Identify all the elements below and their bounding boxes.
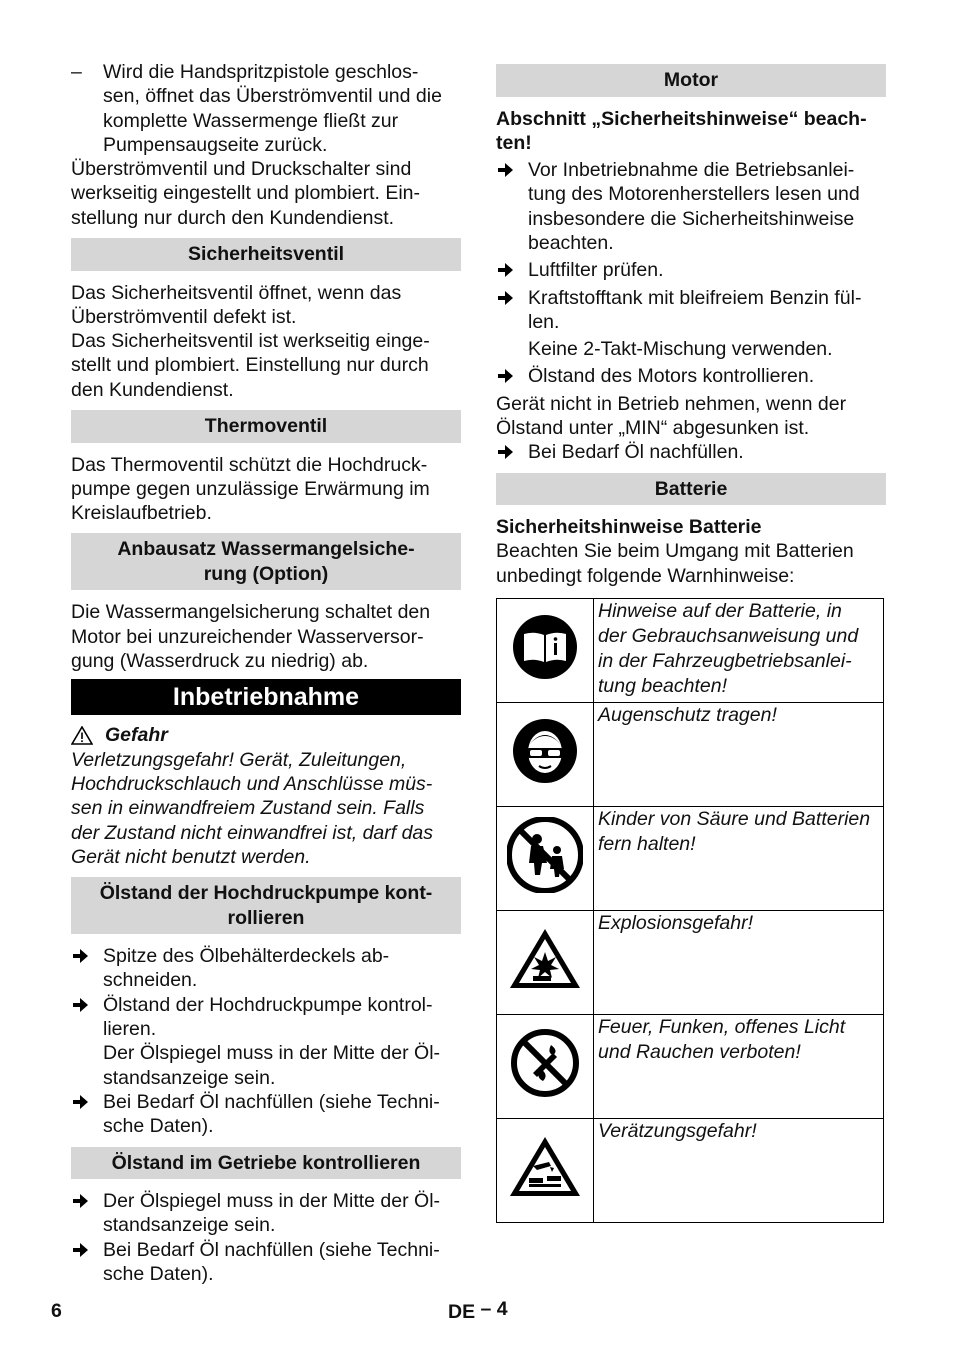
arrow-right-icon <box>71 997 89 1013</box>
list-item-note: Der Ölspiegel muss in der Mitte der Öl- standsanzeige sein. <box>103 1042 441 1089</box>
arrow-right-icon <box>71 948 89 964</box>
table-cell-icon <box>497 1119 594 1223</box>
warning-text: Kinder von Säure und Batterien fern halten! <box>594 807 884 911</box>
table-cell-icon <box>497 807 594 911</box>
danger-paragraph: Verletzungsgefahr! Gerät, Zuleitungen, Hochdruckschlauch und Anschlüsse müs- sen in einwandfreiem Zustand sein. Falls der Zustand nicht einwandfrei ist, darf das Gerät nicht benutzt werden. <box>71 748 434 868</box>
list-item-text: Kraftstofftank mit bleifreiem Benzin fül- len. <box>528 286 862 333</box>
arrow-right-icon <box>71 1193 89 1209</box>
section-heading-motor: Motor <box>496 64 886 97</box>
section-heading-oelstand-hochdruckpumpe: Ölstand der Hochdruckpumpe kont- rollieren <box>71 877 461 934</box>
intro-paragraph: Überströmventil und Druckschalter sind werkseitig eingestellt und plombiert. Ein- stellung nur durch den Kundendienst. <box>71 158 421 229</box>
table-cell-icon <box>497 1015 594 1119</box>
section-heading-sicherheitsventil: Sicherheitsventil <box>71 238 461 271</box>
arrow-right-icon <box>496 290 514 306</box>
list-item <box>496 158 886 255</box>
list-item <box>71 1238 461 1287</box>
list-item <box>71 1090 461 1139</box>
warning-text: Augenschutz tragen! <box>594 703 884 807</box>
list-item-note: Keine 2-Takt-Mischung verwenden. <box>528 338 833 361</box>
danger-heading-label: Gefahr <box>105 724 168 747</box>
sicherheitsventil-paragraph-1: Das Sicherheitsventil öffnet, wenn das Überströmventil defekt ist. <box>71 281 402 328</box>
table-row <box>497 703 884 807</box>
list-item-text: Der Ölspiegel muss in der Mitte der Öl- standsanzeige sein. <box>103 1190 441 1237</box>
arrow-right-icon <box>496 444 514 460</box>
right-column <box>496 64 886 1223</box>
intro-list-item <box>71 60 461 157</box>
table-row <box>497 1119 884 1223</box>
chapter-heading-inbetriebnahme: Inbetriebnahme <box>71 679 461 715</box>
list-item-text: Vor Inbetriebnahme die Betriebsanlei- tung des Motorenherstellers lesen und insbesondere die Sicherheitshinweise beachten. <box>528 159 860 254</box>
thermoventil-paragraph: Das Thermoventil schützt die Hochdruck- pumpe gegen unzulässige Erwärmung im Kreislaufbetrieb. <box>71 453 430 525</box>
arrow-right-icon <box>496 262 514 278</box>
left-column <box>71 60 461 1286</box>
intro-item-text: Wird die Handspritzpistole geschlos- sen, öffnet das Überströmventil und die komplette Wassermenge fließt zur Pumpensaugseite zurück. <box>103 61 442 156</box>
page-number: 6 <box>51 1300 62 1322</box>
corrosive-hazard-icon <box>507 1134 583 1200</box>
warning-text: Feuer, Funken, offenes Licht und Rauchen verboten! <box>594 1015 884 1119</box>
table-cell-icon <box>497 703 594 807</box>
list-item-text: Spitze des Ölbehälterdeckels ab- schneiden. <box>103 945 390 992</box>
manual-book-icon <box>512 614 578 680</box>
dash-bullet: – <box>71 61 82 83</box>
list-item <box>71 944 461 993</box>
section-code: DE <box>448 1301 476 1323</box>
arrow-right-icon <box>496 368 514 384</box>
arrow-right-icon <box>496 162 514 178</box>
section-heading-batterie: Batterie <box>496 473 886 506</box>
eye-protection-icon <box>512 718 578 784</box>
warning-text: Verätzungsgefahr! <box>594 1119 884 1223</box>
keep-children-away-icon <box>507 817 583 893</box>
table-row <box>497 599 884 703</box>
list-item-text: Bei Bedarf Öl nachfüllen (siehe Techni- sche Daten). <box>103 1238 440 1285</box>
list-item-text: Ölstand der Hochdruckpumpe kontrol- lieren. <box>103 993 433 1041</box>
batterie-paragraph: Beachten Sie beim Umgang mit Batterien unbedingt folgende Warnhinweise: <box>496 540 854 587</box>
table-cell-icon <box>497 599 594 703</box>
list-item-text: Bei Bedarf Öl nachfüllen. <box>528 441 744 464</box>
list-item <box>71 1189 461 1238</box>
warning-triangle-icon <box>71 726 93 745</box>
explosion-hazard-icon <box>507 926 583 992</box>
sicherheitsventil-paragraph-2: Das Sicherheitsventil ist werkseitig einge- stellt und plombiert. Einstellung nur durch den Kundendienst. <box>71 330 430 401</box>
battery-warning-table <box>496 598 884 1223</box>
batterie-subheading: Sicherheitshinweise Batterie <box>496 516 762 539</box>
list-item-text: Ölstand des Motors kontrollieren. <box>528 365 815 388</box>
section-heading-oelstand-getriebe: Ölstand im Getriebe kontrollieren <box>71 1147 461 1180</box>
table-row <box>497 911 884 1015</box>
no-fire-smoking-icon <box>511 1029 579 1097</box>
table-cell-icon <box>497 911 594 1015</box>
section-heading-anbausatz: Anbausatz Wassermangelsiche- rung (Option) <box>71 533 461 590</box>
warning-text: Hinweise auf der Batterie, in der Gebrauchsanweisung und in der Fahrzeugbetriebsanlei- tung beachten! <box>594 599 884 703</box>
list-item <box>496 440 886 464</box>
list-item-text: Bei Bedarf Öl nachfüllen (siehe Techni- sche Daten). <box>103 1090 440 1138</box>
list-item <box>71 993 461 1042</box>
section-page: – 4 <box>480 1298 508 1320</box>
list-item-text: Luftfilter prüfen. <box>528 259 664 282</box>
warning-text: Explosionsgefahr! <box>594 911 884 1015</box>
table-row <box>497 807 884 911</box>
danger-heading <box>71 723 461 747</box>
list-item <box>496 286 886 335</box>
arrow-right-icon <box>71 1094 89 1110</box>
arrow-right-icon <box>71 1242 89 1258</box>
list-item <box>496 258 886 282</box>
motor-paragraph: Gerät nicht in Betrieb nehmen, wenn der Ölstand unter „MIN“ abgesunken ist. <box>496 392 847 440</box>
anbausatz-paragraph: Die Wassermangelsicherung schaltet den Motor bei unzureichender Wasserversor- gung (Wasserdruck zu niedrig) ab. <box>71 601 431 673</box>
table-row <box>497 1015 884 1119</box>
section-heading-thermoventil: Thermoventil <box>71 410 461 443</box>
section-page-indicator <box>448 1297 508 1321</box>
list-item <box>496 364 886 388</box>
motor-subheading: Abschnitt „Sicherheitshinweise“ beach- ten! <box>496 107 867 154</box>
